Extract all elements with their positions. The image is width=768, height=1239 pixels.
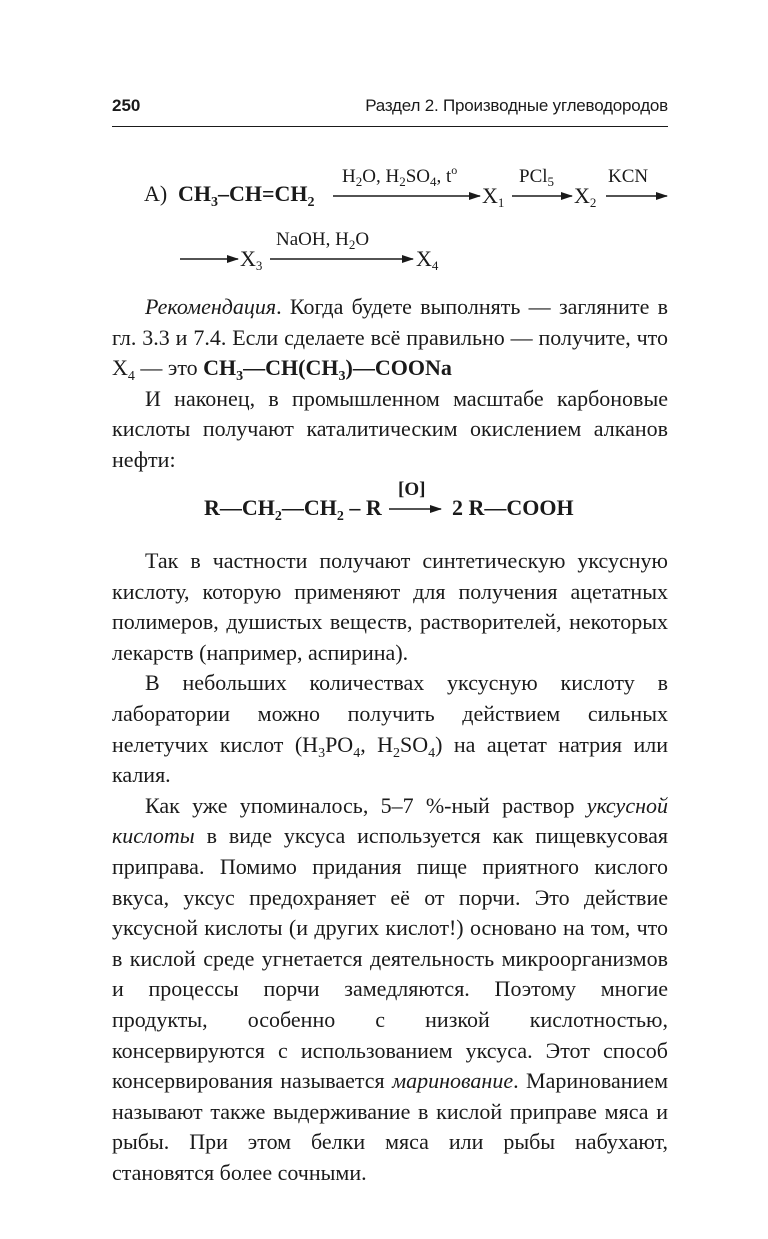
oxidation-arrow-label: [O]: [398, 479, 426, 500]
synthetic-paragraph: Так в частности получают синтетическую уксусную кислоту, которую применяют для получения ацетатных полимеров, душистых веществ, растворителей, некоторых лекарств (например, аспирина).: [112, 548, 668, 665]
reactant-part: —CH: [281, 495, 337, 520]
lab-text: SO: [400, 731, 429, 757]
label-part: O, H: [362, 166, 400, 187]
label-part: , t: [436, 166, 452, 187]
reactant-sub: 3: [211, 195, 218, 210]
recommendation-text: — это: [134, 355, 204, 381]
label-sub: 2: [355, 174, 363, 189]
x-letter: X: [416, 246, 432, 271]
x-sub: 1: [497, 195, 505, 210]
x-sub: 2: [589, 195, 597, 210]
vinegar-italic: уксусной кислоты: [112, 792, 668, 849]
label-sub: 2: [399, 174, 406, 189]
lab-paragraph: [112, 668, 668, 790]
section-title: Раздел 2. Производные углеводородов: [365, 96, 668, 115]
label-sup: o: [451, 163, 458, 177]
text-block-2: [112, 546, 668, 1188]
label-part: PCl: [519, 166, 548, 187]
label-sub: 5: [547, 174, 555, 189]
reactant-part: – R: [343, 495, 382, 520]
oxidation-product: 2 R—COOH: [452, 495, 574, 520]
reactant-part: –CH=CH: [218, 181, 308, 206]
recommendation-lead: Рекомендация: [145, 294, 277, 319]
formula-part: CH: [203, 355, 237, 381]
lab-text: В небольших количествах уксусную кислоту в лаборатории можно получить действием сильных нелетучих кислот (H: [112, 670, 668, 757]
lab-text: , H: [360, 731, 394, 757]
vinegar-italic: маринование: [392, 1068, 514, 1094]
x-letter: X: [482, 183, 498, 208]
reactant-sub: 2: [307, 195, 315, 210]
oxidation-reactant: [204, 495, 382, 524]
page-number: 250: [112, 96, 141, 115]
reactant-part: CH: [178, 181, 211, 206]
vinegar-text: в виде уксуса используется как пищевкусовая приправа. Помимо придания пище приятного кислого вкуса, уксус предохраняет её от порчи. Это действие уксусной кислоты (и других кислот!) основано на том, что в кислой среде угнетается деятельность микроорганизмов и процессы порчи замедляются. Поэтому многие продукты, особенно с низкой кислотностью, консервируются с использованием уксуса. Этот способ консервирования называется: [112, 823, 668, 1094]
vinegar-text: Как уже упоминалось, 5–7 %-ный раствор: [145, 792, 587, 818]
lab-sub: 4: [353, 745, 361, 761]
x-sub: 3: [255, 258, 263, 273]
reactant-sub: 2: [274, 509, 282, 524]
lab-sub: 2: [393, 745, 401, 761]
formula-sub: 3: [338, 369, 346, 385]
reactant-part: R—CH: [204, 495, 275, 520]
lab-sub: 4: [428, 745, 436, 761]
label-sub: 2: [348, 237, 356, 252]
lab-sub: 3: [318, 745, 326, 761]
formula-part: )—COONa: [345, 355, 452, 381]
x-letter: X: [574, 183, 590, 208]
industrial-paragraph: И наконец, в промышленном масштабе карбоновые кислоты получают каталитическим окислением алканов нефти:: [112, 385, 668, 472]
formula-part: —CH(CH: [243, 355, 339, 381]
reactant-sub: 2: [336, 509, 344, 524]
label-part: H: [342, 166, 356, 187]
vinegar-paragraph: [112, 791, 668, 1189]
label-part: NaOH, H: [276, 229, 349, 250]
label-sub: 4: [429, 174, 437, 189]
x-sub: 4: [431, 258, 439, 273]
x-letter: X: [240, 246, 256, 271]
recommendation-x-sub: 4: [127, 369, 135, 385]
label-part: O: [355, 229, 370, 250]
label-part: KCN: [608, 166, 649, 187]
label-part: SO: [405, 166, 430, 187]
recommendation-text: . Когда будете выполнять — загляните в гл. 3.3 и 7.4. Если сделаете всё правильно — получите, что X: [112, 294, 668, 381]
oxidation-arrow-svg: [0, 0, 768, 560]
lab-text: PO: [325, 731, 354, 757]
formula-sub: 3: [236, 369, 244, 385]
vinegar-text: . Маринованием называют также выдерживание в кислой приправе мяса и рыбы. При этом белки мяса или рыбы набухают, становятся более сочными.: [112, 1068, 668, 1185]
lab-text: ) на ацетат натрия или калия.: [112, 731, 669, 788]
scheme-label-text: А): [144, 181, 168, 206]
